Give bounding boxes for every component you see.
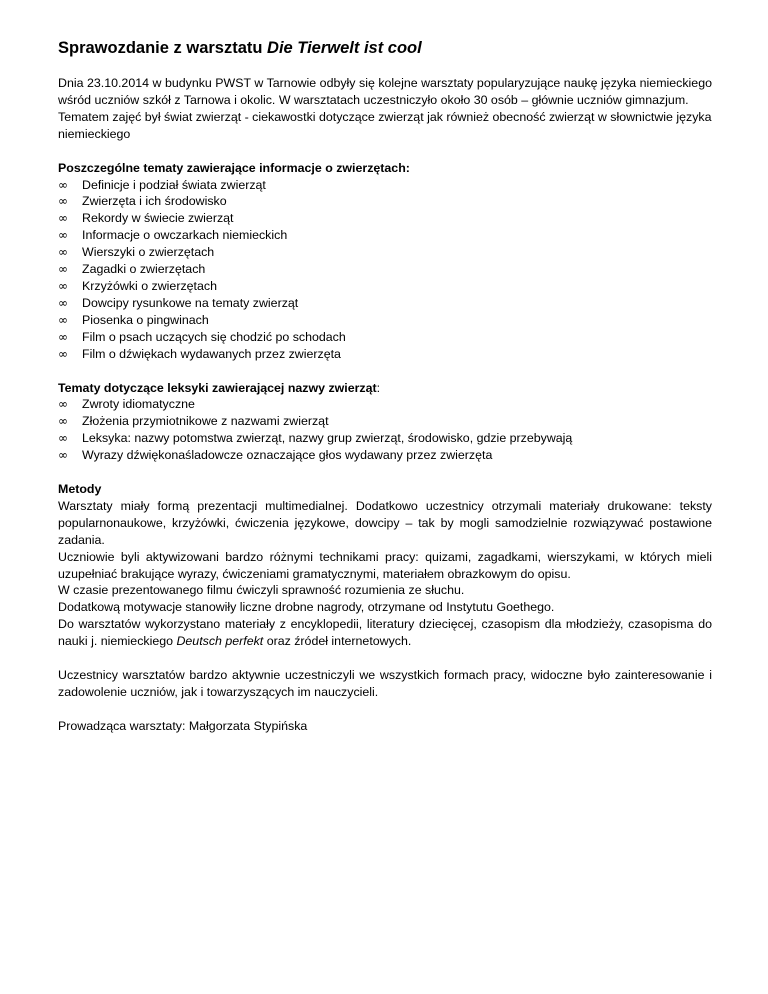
list-item: ∞ Definicje i podział świata zwierząt [58,177,266,192]
infinity-bullet-icon: ∞ [58,329,68,344]
intro-paragraph-2: Tematem zajęć był świat zwierząt - ciekawostki dotyczące zwierząt jak również obecność zwierząt w słownictwie języka niemieckiego [58,109,712,141]
infinity-bullet-icon: ∞ [58,211,68,226]
infinity-bullet-icon: ∞ [58,177,68,192]
list-item: ∞ Film o psach uczących się chodzić po schodach [58,329,346,344]
list-item: ∞ Informacje o owczarkach niemieckich [58,228,288,243]
topics-heading: Poszczególne tematy zawierające informacje o zwierzętach: [58,160,410,175]
list-item: ∞ Zwierzęta i ich środowisko [58,194,227,209]
intro-paragraph-1: Dnia 23.10.2014 w budynku PWST w Tarnowie odbyły się kolejne warsztaty popularyzujące naukę języka niemieckiego wśród uczniów szkół z Tarnowa i okolic. W warsztatach uczestniczyło około 30 osób – głównie uczniów gimnazjum. [58,76,712,107]
infinity-bullet-icon: ∞ [58,262,68,277]
methods-paragraph-3: W czasie prezentowanego filmu ćwiczyli sprawność rozumienia ze słuchu. [58,583,465,598]
infinity-bullet-icon: ∞ [58,397,68,412]
summary-paragraph: Uczestnicy warsztatów bardzo aktywnie uczestniczyli we wszystkich formach pracy, widoczne było zainteresowanie i zadowolenie uczniów, jak i towarzyszących im nauczycieli. [58,668,712,699]
methods-paragraph-2: Uczniowie byli aktywizowani bardzo różnymi technikami pracy: quizami, zagadkami, wierszykami, w których mieli uzupełniać brakujące wyrazy, ćwiczeniami gramatycznymi, materiałem obrazkowym do opisu. [58,549,712,581]
magazine-title: Deutsch perfekt [176,634,264,649]
author-line: Prowadząca warsztaty: Małgorzata Stypińska [58,718,308,733]
infinity-bullet-icon: ∞ [58,431,68,446]
summary-section [58,667,712,701]
list-item: ∞ Zagadki o zwierzętach [58,262,206,277]
list-item: ∞ Złożenia przymiotnikowe z nazwami zwierząt [58,414,329,429]
document-page [58,38,712,735]
methods-paragraph-4: Dodatkową motywacje stanowiły liczne drobne nagrody, otrzymane od Instytutu Goethego. [58,600,555,615]
title-italic: Die Tierwelt ist cool [267,39,422,57]
list-item: ∞ Leksyka: nazwy potomstwa zwierząt, nazwy grup zwierząt, środowisko, gdzie przebywają [58,431,573,446]
list-item: ∞ Wierszyki o zwierzętach [58,245,215,260]
methods-paragraph-1: Warsztaty miały formą prezentacji multimedialnej. Dodatkowo uczestnicy otrzymali materiały drukowane: teksty popularnonaukowe, krzyżówki, ćwiczenia językowe, dowcipy – tak by mogli samodzielnie rozwiązywać postawione zadania. [58,498,712,547]
methods-paragraph-5: Do warsztatów wykorzystano materiały z encyklopedii, literatury dziecięcej, czasopism dla młodzieży, czasopisma do nauki j. niemieckiego Deutsch perfekt oraz źródeł internetowych. [58,617,712,649]
list-item: ∞ Dowcipy rysunkowe na tematy zwierząt [58,295,299,310]
topics-list [58,177,712,363]
infinity-bullet-icon: ∞ [58,414,68,429]
infinity-bullet-icon: ∞ [58,194,68,209]
list-item: ∞ Krzyżówki o zwierzętach [58,278,217,293]
infinity-bullet-icon: ∞ [58,312,68,327]
lexis-heading: Tematy dotyczące leksyki zawierającej nazwy zwierząt: [58,380,381,395]
infinity-bullet-icon: ∞ [58,295,68,310]
lexis-section [58,380,712,465]
document-title: Sprawozdanie z warsztatu Die Tierwelt ist cool [58,39,422,57]
list-item: ∞ Zwroty idiomatyczne [58,397,195,412]
list-item: ∞ Piosenka o pingwinach [58,312,209,327]
lexis-list [58,396,712,464]
list-item: ∞ Film o dźwiękach wydawanych przez zwierzęta [58,346,341,361]
list-item: ∞ Rekordy w świecie zwierząt [58,211,234,226]
infinity-bullet-icon: ∞ [58,278,68,293]
list-item: ∞ Wyrazy dźwiękonaśladowcze oznaczające głos wydawany przez zwierzęta [58,448,493,463]
topics-section [58,160,712,363]
methods-heading: Metody [58,482,102,497]
methods-section [58,481,712,650]
infinity-bullet-icon: ∞ [58,228,68,243]
infinity-bullet-icon: ∞ [58,346,68,361]
infinity-bullet-icon: ∞ [58,245,68,260]
intro-section [58,75,712,143]
infinity-bullet-icon: ∞ [58,448,68,463]
